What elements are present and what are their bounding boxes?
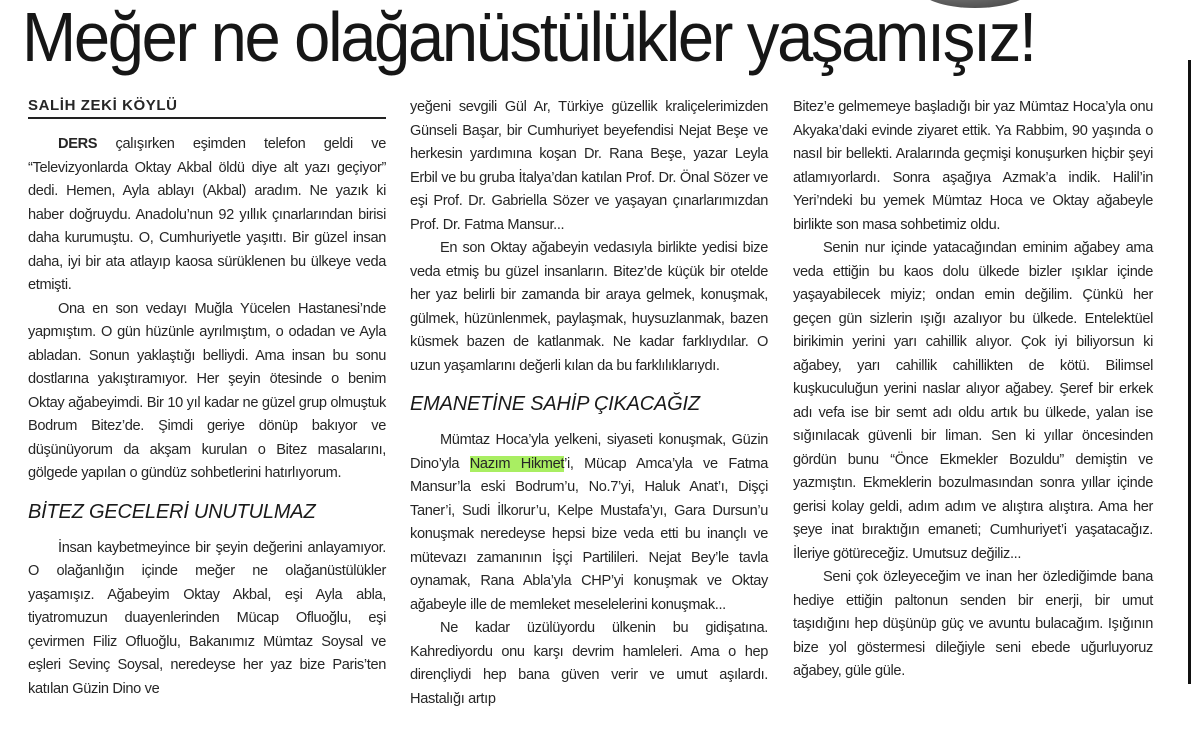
paragraph: İnsan kaybetmeyince bir şeyin değerini anlayamıyor. O olağanlığın içinde meğer ne olağanüstülükler yaşamışız. Ağabeyim Oktay Akbal, eşi Ayla abla, tiyatromuzun duayenlerinden Mücap Ofluoğlu, eşi çevirmen Filiz Ofluoğlu, Bakanımız Mümtaz Soysal ve eşleri Sevinç Soysal, neredeyse her yaz bize Paris’ten katılan Güzin Dino ve — [28, 539, 386, 697]
paragraph: Seni çok özleyeceğim ve inan her özlediğimde bana hediye ettiğin paltonun senden bir enerji, bir umut taşıdığını hep düşünüp güç ve avuntu bulacağım. Işığının bize yol göstermesi dileğiyle seni ebede uğurluyoruz ağabey, güle güle. — [793, 569, 1153, 679]
article-column-1 — [28, 95, 386, 701]
article-column-3 — [793, 96, 1153, 684]
paragraph: En son Oktay ağabeyin vedasıyla birlikte yedisi bize veda etmiş bu güzel insanların. Bitez’de küçük bir otelde her yaz belirli bir zamanda bir araya gelmek, konuşmak, gülmek, hüzünlenmek, paylaşmak, huysuzlanmak, bazen küsmek bazen de katlanmak. Ne kadar farklıydılar. O uzun yaşamlarını değerli kılan da bu farklılıklarıydı. — [410, 240, 768, 374]
paragraph: Ne kadar üzülüyordu ülkenin bu gidişatına. Kahrediyordu onu karşı devrim hamleleri. Ama o hep dirençliydi hep bana güven verir ve umut aşılardı. Hastalığı artıp — [410, 620, 768, 707]
page-edge-rule — [1188, 60, 1191, 684]
paragraph-text: çalışırken eşimden telefon geldi ve “Televizyonlarda Oktay Akbal öldü diye alt yazı geçiyor” dedi. Hemen, Ayla ablayı (Akbal) aradım. Ne yazık ki haber doğruydu. Anadolu’nun 92 yıllık çınarlarından birisi daha kurumuştu. O, Cumhuriyetle yaşıttı. Bir güzel insan daha, iyi bir ata atlayıp kaosa sürüklenen bu ülkeye veda etmişti. — [28, 136, 386, 293]
paragraph — [28, 133, 386, 298]
subheading: EMANETİNE SAHİP ÇIKACAĞIZ — [410, 393, 700, 415]
paragraph-text: Mümtaz Hoca’yla yelkeni, siyaseti konuşmak, Güzin Dino’yla — [410, 432, 768, 472]
author-byline: SALİH ZEKİ KÖYLÜ — [28, 97, 386, 119]
highlighted-name: Nazım Hikmet — [469, 455, 565, 472]
paragraph — [410, 429, 768, 617]
paragraph: Ona en son vedayı Muğla Yücelen Hastanesi’nde yapmıştım. O gün hüzünle ayrılmıştım, o odadan ve Ayla abladan. Sonun yaklaştığı belliydi. Ama insan bu sonu dostlarına yakıştıramıyor. Her şeyin ötesinde o benim Oktay ağabeyimdi. Bir 10 yıl kadar ne güzel grup olmuştuk Bodrum Bitez’de. Şimdi geriye dönüp bakıyor ve düşünüyorum da akşam kurulan o Bitez masalarını, gölgede yapılan o gündüz sohbetlerini hatırlıyorum. — [28, 300, 386, 481]
paragraph: yeğeni sevgili Gül Ar, Türkiye güzellik kraliçelerimizden Günseli Başar, bir Cumhuriyet beyefendisi Nejat Beşe ve herkesin yardımına koşan Dr. Rana Beşe, yazar Leyla Erbil ve bu gruba İtalya’dan katılan Prof. Dr. Önal Sözer ve eşi Prof. Dr. Gabriella Sözer ve yaşayan çınarlarımızdan Prof. Dr. Fatma Mansur... — [410, 99, 768, 233]
headline: Meğer ne olağanüstülükler yaşamışız! — [22, 0, 1035, 76]
paragraph: Bitez’e gelmemeye başladığı bir yaz Mümtaz Hoca’yla onu Akyaka’daki evinde ziyaret ettik. Ya Rabbim, 90 yaşında o nasıl bir bellekti. Aralarında geçmişi konuşurken hiçbir şeyi atlamıyorlardı. Sonra aşağıya Azmak’a indik. Halil’in Yeri’ndeki bu yemek Mümtaz Hoca ve Oktay ağabeyle birlikte son masa sohbetimiz oldu. — [793, 99, 1153, 233]
subheading: BİTEZ GECELERİ UNUTULMAZ — [28, 500, 316, 523]
article-column-2 — [410, 96, 768, 711]
paragraph-text: ’i, Mücap Amca’yla ve Fatma Mansur’la eski Bodrum’u, No.7’yi, Haluk Anat’ı, Dişçi Taner’i, Sudi İlkorur’u, Kelpe Mustafa’yı, Gara Dursun’u konuşmak neredeyse hepsi bize veda etti bu inançlı ve mütevazı zamanının İşçi Partilileri. Nejat Bey’le tavla oynamak, Rana Abla’yla CHP’yi konuşmak ve Oktay ağabeyle ille de memleket meselelerini konuşmak... — [410, 455, 768, 613]
lead-word: DERS — [58, 136, 98, 152]
paragraph: Senin nur içinde yatacağından eminim ağabey ama veda ettiğin bu kaos dolu ülkede bizler ışıklar içinde yaşayabilecek miyiz; ondan emin değilim. Çünkü her geçen gün sizlerin ışığı azalıyor bu ülkede. Entelektüel birikimin yerini yarı cahillik alıyor. Çok iyi biliyorsun ki ağabey, yarı cahillik cahillikten de kötü. Bilimsel kuşkuculuğun yerini naslar alıyor ağabey. Şeref bir erkek adı vefa ise bir semt adı oldu artık bu ülkede, yalan ise sığınılacak güvenli bir liman. Sen ki yıllar öncesinden gördün bunu “Önce Ekmekler Bozuldu” demiştin ve yazmıştın. Ekmeklerin bozulmasından sonra yıllar içinde gerisi kolay geldi, adım adım ve alıştıra alıştıra. Ama her şeye inat bıraktığın emaneti; Cumhuriyet’i yaşatacağız. İleriye götüreceğiz. Umutsuz değiliz... — [793, 240, 1153, 562]
